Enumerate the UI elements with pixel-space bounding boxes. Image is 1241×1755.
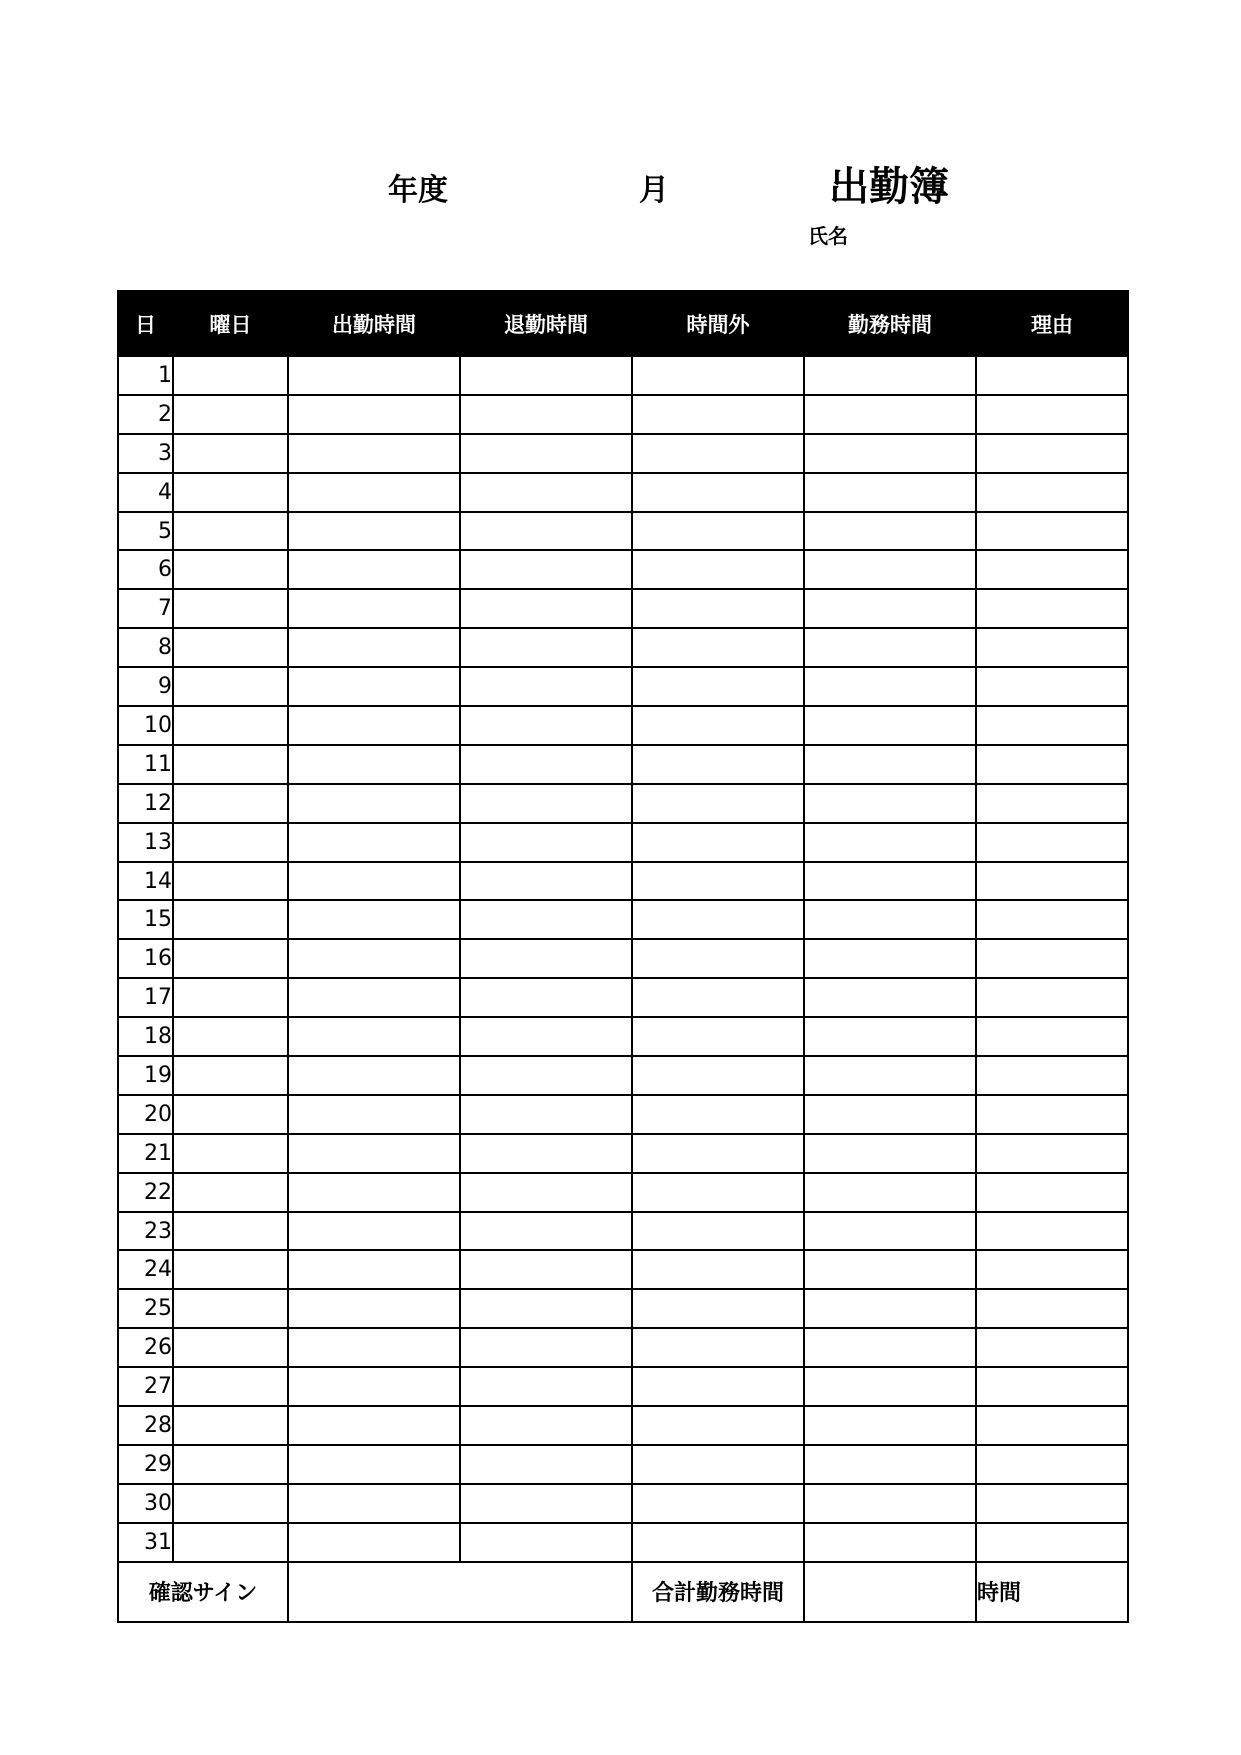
clock-out-cell[interactable]	[460, 434, 632, 473]
work-hours-cell[interactable]	[804, 784, 976, 823]
overtime-cell[interactable]	[632, 823, 804, 862]
clock-out-cell[interactable]	[460, 1523, 632, 1562]
day-number: 13	[118, 823, 173, 862]
reason-cell[interactable]	[976, 395, 1128, 434]
overtime-cell[interactable]	[632, 1173, 804, 1212]
table-row	[118, 939, 1128, 978]
work-hours-cell[interactable]	[804, 1212, 976, 1251]
day-number: 14	[118, 862, 173, 901]
work-hours-cell[interactable]	[804, 823, 976, 862]
clock-out-cell[interactable]	[460, 1056, 632, 1095]
clock-in-cell[interactable]	[288, 512, 460, 551]
weekday-cell[interactable]	[173, 395, 288, 434]
reason-cell[interactable]	[976, 900, 1128, 939]
clock-in-cell[interactable]	[288, 900, 460, 939]
overtime-cell[interactable]	[632, 356, 804, 395]
col-clock-out: 退勤時間	[460, 291, 632, 356]
clock-out-cell[interactable]	[460, 1328, 632, 1367]
total-work-hours-label: 合計勤務時間	[632, 1562, 804, 1622]
title-line	[0, 155, 1241, 215]
day-number: 20	[118, 1095, 173, 1134]
overtime-cell[interactable]	[632, 1095, 804, 1134]
weekday-cell[interactable]	[173, 550, 288, 589]
clock-out-cell[interactable]	[460, 706, 632, 745]
weekday-cell[interactable]	[173, 1173, 288, 1212]
reason-cell[interactable]	[976, 1056, 1128, 1095]
day-number: 27	[118, 1367, 173, 1406]
overtime-cell[interactable]	[632, 512, 804, 551]
day-number: 26	[118, 1328, 173, 1367]
overtime-cell[interactable]	[632, 628, 804, 667]
reason-cell[interactable]	[976, 862, 1128, 901]
day-number: 10	[118, 706, 173, 745]
clock-in-cell[interactable]	[288, 1095, 460, 1134]
table-row	[118, 473, 1128, 512]
overtime-cell[interactable]	[632, 784, 804, 823]
clock-in-cell[interactable]	[288, 1406, 460, 1445]
weekday-cell[interactable]	[173, 1445, 288, 1484]
work-hours-cell[interactable]	[804, 356, 976, 395]
clock-in-cell[interactable]	[288, 745, 460, 784]
overtime-cell[interactable]	[632, 900, 804, 939]
clock-in-cell[interactable]	[288, 1328, 460, 1367]
weekday-cell[interactable]	[173, 1328, 288, 1367]
day-number: 29	[118, 1445, 173, 1484]
weekday-cell[interactable]	[173, 628, 288, 667]
weekday-cell[interactable]	[173, 745, 288, 784]
reason-cell[interactable]	[976, 1523, 1128, 1562]
clock-in-cell[interactable]	[288, 356, 460, 395]
work-hours-cell[interactable]	[804, 1250, 976, 1289]
weekday-cell[interactable]	[173, 939, 288, 978]
work-hours-cell[interactable]	[804, 1484, 976, 1523]
overtime-cell[interactable]	[632, 1134, 804, 1173]
weekday-cell[interactable]	[173, 1095, 288, 1134]
overtime-cell[interactable]	[632, 1523, 804, 1562]
clock-out-cell[interactable]	[460, 939, 632, 978]
attendance-table	[117, 290, 1129, 1623]
total-work-hours-field[interactable]	[804, 1562, 976, 1622]
clock-out-cell[interactable]	[460, 1212, 632, 1251]
work-hours-cell[interactable]	[804, 1328, 976, 1367]
reason-cell[interactable]	[976, 667, 1128, 706]
work-hours-cell[interactable]	[804, 1289, 976, 1328]
overtime-cell[interactable]	[632, 550, 804, 589]
clock-in-cell[interactable]	[288, 706, 460, 745]
clock-out-cell[interactable]	[460, 512, 632, 551]
weekday-cell[interactable]	[173, 1406, 288, 1445]
day-number: 3	[118, 434, 173, 473]
work-hours-cell[interactable]	[804, 1173, 976, 1212]
table-row	[118, 356, 1128, 395]
document-title: 出勤簿	[829, 164, 949, 210]
overtime-cell[interactable]	[632, 434, 804, 473]
reason-cell[interactable]	[976, 628, 1128, 667]
overtime-cell[interactable]	[632, 473, 804, 512]
table-row	[118, 784, 1128, 823]
reason-cell[interactable]	[976, 589, 1128, 628]
table-row	[118, 1484, 1128, 1523]
clock-in-cell[interactable]	[288, 473, 460, 512]
overtime-cell[interactable]	[632, 862, 804, 901]
day-number: 28	[118, 1406, 173, 1445]
reason-cell[interactable]	[976, 1328, 1128, 1367]
work-hours-cell[interactable]	[804, 512, 976, 551]
reason-cell[interactable]	[976, 1289, 1128, 1328]
fiscal-year-label: 年度	[388, 173, 448, 208]
overtime-cell[interactable]	[632, 939, 804, 978]
weekday-cell[interactable]	[173, 978, 288, 1017]
work-hours-cell[interactable]	[804, 900, 976, 939]
clock-out-cell[interactable]	[460, 862, 632, 901]
reason-cell[interactable]	[976, 745, 1128, 784]
day-number: 1	[118, 356, 173, 395]
clock-out-cell[interactable]	[460, 628, 632, 667]
clock-in-cell[interactable]	[288, 1134, 460, 1173]
day-number: 16	[118, 939, 173, 978]
clock-in-cell[interactable]	[288, 1250, 460, 1289]
reason-cell[interactable]	[976, 939, 1128, 978]
table-row	[118, 434, 1128, 473]
table-row	[118, 667, 1128, 706]
weekday-cell[interactable]	[173, 667, 288, 706]
clock-in-cell[interactable]	[288, 784, 460, 823]
day-number: 5	[118, 512, 173, 551]
table-row	[118, 1212, 1128, 1251]
clock-out-cell[interactable]	[460, 1367, 632, 1406]
name-label: 氏名	[808, 224, 848, 248]
reason-cell[interactable]	[976, 1406, 1128, 1445]
sign-label: 確認サイン	[118, 1562, 288, 1622]
clock-out-cell[interactable]	[460, 1017, 632, 1056]
work-hours-cell[interactable]	[804, 589, 976, 628]
day-number: 30	[118, 1484, 173, 1523]
weekday-cell[interactable]	[173, 823, 288, 862]
clock-out-cell[interactable]	[460, 1250, 632, 1289]
work-hours-cell[interactable]	[804, 1095, 976, 1134]
clock-in-cell[interactable]	[288, 1017, 460, 1056]
reason-cell[interactable]	[976, 823, 1128, 862]
reason-cell[interactable]	[976, 1212, 1128, 1251]
clock-out-cell[interactable]	[460, 667, 632, 706]
reason-cell[interactable]	[976, 550, 1128, 589]
overtime-cell[interactable]	[632, 1406, 804, 1445]
clock-in-cell[interactable]	[288, 1367, 460, 1406]
weekday-cell[interactable]	[173, 1056, 288, 1095]
day-number: 8	[118, 628, 173, 667]
day-number: 2	[118, 395, 173, 434]
col-clock-in: 出勤時間	[288, 291, 460, 356]
clock-in-cell[interactable]	[288, 628, 460, 667]
clock-out-cell[interactable]	[460, 1173, 632, 1212]
overtime-cell[interactable]	[632, 1289, 804, 1328]
work-hours-cell[interactable]	[804, 706, 976, 745]
work-hours-cell[interactable]	[804, 550, 976, 589]
clock-in-cell[interactable]	[288, 823, 460, 862]
clock-out-cell[interactable]	[460, 1445, 632, 1484]
day-number: 17	[118, 978, 173, 1017]
day-number: 7	[118, 589, 173, 628]
weekday-cell[interactable]	[173, 862, 288, 901]
table-row	[118, 978, 1128, 1017]
reason-cell[interactable]	[976, 434, 1128, 473]
clock-out-cell[interactable]	[460, 978, 632, 1017]
table-row	[118, 862, 1128, 901]
reason-cell[interactable]	[976, 1017, 1128, 1056]
table-row	[118, 1406, 1128, 1445]
table-row	[118, 1289, 1128, 1328]
day-number: 18	[118, 1017, 173, 1056]
weekday-cell[interactable]	[173, 1250, 288, 1289]
clock-in-cell[interactable]	[288, 1523, 460, 1562]
day-number: 11	[118, 745, 173, 784]
day-number: 21	[118, 1134, 173, 1173]
work-hours-cell[interactable]	[804, 1406, 976, 1445]
table-row	[118, 823, 1128, 862]
sign-field[interactable]	[288, 1562, 632, 1622]
table-row	[118, 1250, 1128, 1289]
clock-out-cell[interactable]	[460, 784, 632, 823]
overtime-cell[interactable]	[632, 667, 804, 706]
table-row	[118, 1056, 1128, 1095]
day-number: 12	[118, 784, 173, 823]
work-hours-cell[interactable]	[804, 745, 976, 784]
reason-cell[interactable]	[976, 473, 1128, 512]
table-row	[118, 589, 1128, 628]
weekday-cell[interactable]	[173, 356, 288, 395]
table-row	[118, 1445, 1128, 1484]
overtime-cell[interactable]	[632, 395, 804, 434]
clock-in-cell[interactable]	[288, 550, 460, 589]
reason-cell[interactable]	[976, 356, 1128, 395]
weekday-cell[interactable]	[173, 1212, 288, 1251]
clock-in-cell[interactable]	[288, 667, 460, 706]
table-row	[118, 1328, 1128, 1367]
clock-in-cell[interactable]	[288, 1056, 460, 1095]
weekday-cell[interactable]	[173, 784, 288, 823]
day-number: 23	[118, 1212, 173, 1251]
work-hours-cell[interactable]	[804, 434, 976, 473]
col-work-hours: 勤務時間	[804, 291, 976, 356]
clock-out-cell[interactable]	[460, 473, 632, 512]
table-row	[118, 1523, 1128, 1562]
reason-cell[interactable]	[976, 1134, 1128, 1173]
weekday-cell[interactable]	[173, 1523, 288, 1562]
weekday-cell[interactable]	[173, 1484, 288, 1523]
weekday-cell[interactable]	[173, 1017, 288, 1056]
weekday-cell[interactable]	[173, 473, 288, 512]
overtime-cell[interactable]	[632, 978, 804, 1017]
footer-row	[118, 1562, 1128, 1622]
clock-in-cell[interactable]	[288, 939, 460, 978]
table-row	[118, 745, 1128, 784]
work-hours-cell[interactable]	[804, 628, 976, 667]
clock-out-cell[interactable]	[460, 823, 632, 862]
overtime-cell[interactable]	[632, 745, 804, 784]
day-rows	[118, 356, 1128, 1562]
weekday-cell[interactable]	[173, 706, 288, 745]
weekday-cell[interactable]	[173, 512, 288, 551]
clock-in-cell[interactable]	[288, 1173, 460, 1212]
clock-out-cell[interactable]	[460, 395, 632, 434]
reason-cell[interactable]	[976, 978, 1128, 1017]
clock-in-cell[interactable]	[288, 1289, 460, 1328]
table-row	[118, 706, 1128, 745]
work-hours-cell[interactable]	[804, 1367, 976, 1406]
overtime-cell[interactable]	[632, 1212, 804, 1251]
clock-out-cell[interactable]	[460, 1289, 632, 1328]
work-hours-cell[interactable]	[804, 1445, 976, 1484]
clock-in-cell[interactable]	[288, 1212, 460, 1251]
day-number: 31	[118, 1523, 173, 1562]
work-hours-cell[interactable]	[804, 939, 976, 978]
table-row	[118, 1095, 1128, 1134]
weekday-cell[interactable]	[173, 1134, 288, 1173]
weekday-cell[interactable]	[173, 1289, 288, 1328]
work-hours-cell[interactable]	[804, 862, 976, 901]
day-number: 19	[118, 1056, 173, 1095]
clock-in-cell[interactable]	[288, 434, 460, 473]
reason-cell[interactable]	[976, 1250, 1128, 1289]
work-hours-cell[interactable]	[804, 978, 976, 1017]
overtime-cell[interactable]	[632, 1328, 804, 1367]
overtime-cell[interactable]	[632, 1056, 804, 1095]
clock-in-cell[interactable]	[288, 395, 460, 434]
table-row	[118, 1173, 1128, 1212]
day-number: 22	[118, 1173, 173, 1212]
clock-out-cell[interactable]	[460, 550, 632, 589]
work-hours-cell[interactable]	[804, 667, 976, 706]
overtime-cell[interactable]	[632, 1367, 804, 1406]
weekday-cell[interactable]	[173, 900, 288, 939]
clock-in-cell[interactable]	[288, 862, 460, 901]
table-row	[118, 550, 1128, 589]
work-hours-cell[interactable]	[804, 473, 976, 512]
clock-out-cell[interactable]	[460, 356, 632, 395]
col-overtime: 時間外	[632, 291, 804, 356]
clock-out-cell[interactable]	[460, 900, 632, 939]
clock-out-cell[interactable]	[460, 1484, 632, 1523]
work-hours-cell[interactable]	[804, 1134, 976, 1173]
day-number: 25	[118, 1289, 173, 1328]
table-row	[118, 1367, 1128, 1406]
col-weekday: 曜日	[173, 291, 288, 356]
overtime-cell[interactable]	[632, 589, 804, 628]
table-row	[118, 1017, 1128, 1056]
overtime-cell[interactable]	[632, 1484, 804, 1523]
clock-out-cell[interactable]	[460, 589, 632, 628]
reason-cell[interactable]	[976, 784, 1128, 823]
overtime-cell[interactable]	[632, 1250, 804, 1289]
work-hours-cell[interactable]	[804, 1017, 976, 1056]
table-row	[118, 900, 1128, 939]
overtime-cell[interactable]	[632, 1445, 804, 1484]
table-row	[118, 512, 1128, 551]
work-hours-cell[interactable]	[804, 395, 976, 434]
weekday-cell[interactable]	[173, 1367, 288, 1406]
clock-out-cell[interactable]	[460, 1406, 632, 1445]
work-hours-cell[interactable]	[804, 1056, 976, 1095]
clock-out-cell[interactable]	[460, 745, 632, 784]
clock-in-cell[interactable]	[288, 1445, 460, 1484]
col-day: 日	[118, 291, 173, 356]
clock-in-cell[interactable]	[288, 1484, 460, 1523]
clock-in-cell[interactable]	[288, 589, 460, 628]
month-label: 月	[639, 173, 669, 208]
reason-cell[interactable]	[976, 1173, 1128, 1212]
work-hours-cell[interactable]	[804, 1523, 976, 1562]
reason-cell[interactable]	[976, 706, 1128, 745]
table-row	[118, 1134, 1128, 1173]
table-row	[118, 395, 1128, 434]
reason-cell[interactable]	[976, 1367, 1128, 1406]
reason-cell[interactable]	[976, 1484, 1128, 1523]
overtime-cell[interactable]	[632, 1017, 804, 1056]
header-row	[118, 291, 1128, 356]
overtime-cell[interactable]	[632, 706, 804, 745]
clock-out-cell[interactable]	[460, 1134, 632, 1173]
day-number: 4	[118, 473, 173, 512]
day-number: 9	[118, 667, 173, 706]
day-number: 24	[118, 1250, 173, 1289]
reason-cell[interactable]	[976, 1095, 1128, 1134]
clock-in-cell[interactable]	[288, 978, 460, 1017]
weekday-cell[interactable]	[173, 589, 288, 628]
hours-unit-label: 時間	[976, 1562, 1128, 1622]
day-number: 15	[118, 900, 173, 939]
col-reason: 理由	[976, 291, 1128, 356]
reason-cell[interactable]	[976, 1445, 1128, 1484]
weekday-cell[interactable]	[173, 434, 288, 473]
reason-cell[interactable]	[976, 512, 1128, 551]
clock-out-cell[interactable]	[460, 1095, 632, 1134]
day-number: 6	[118, 550, 173, 589]
table-row	[118, 628, 1128, 667]
